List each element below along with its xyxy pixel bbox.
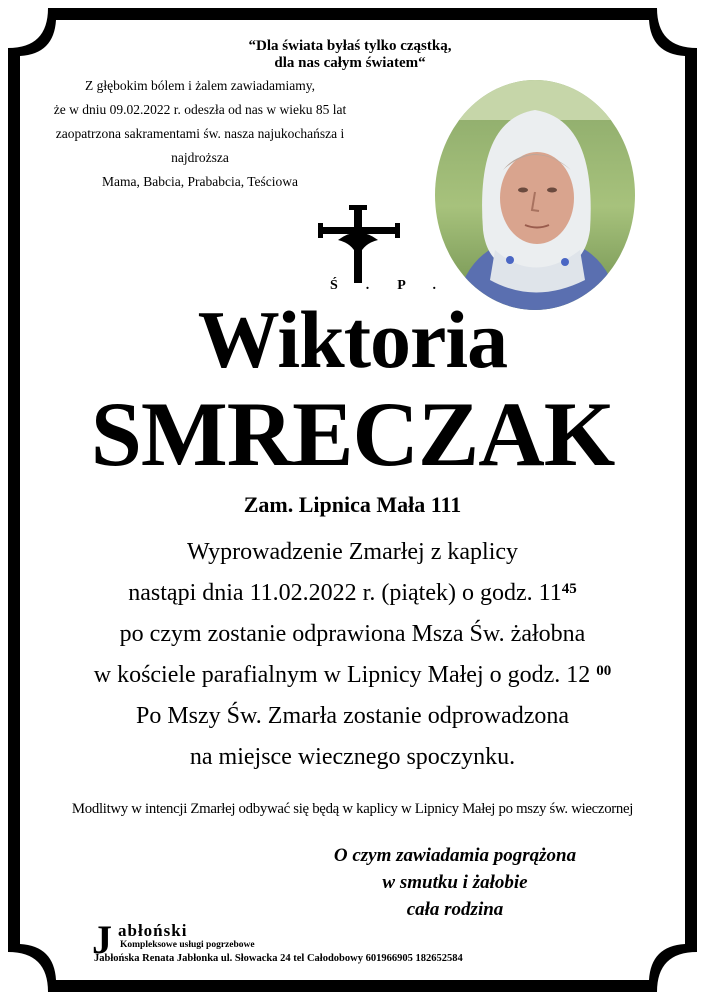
announcement-intro — [30, 74, 370, 194]
deceased-address: Zam. Lipnica Mała 111 — [243, 492, 462, 517]
deceased-portrait-photo — [435, 80, 635, 310]
time-superscript: 45 — [561, 581, 577, 597]
motto — [150, 38, 550, 72]
time-superscript: 00 — [596, 663, 612, 679]
intro-line: Z głębokim bólem i żalem zawiadamiamy, — [84, 78, 316, 93]
ceremony-line: w kościele parafialnym w Lipnicy Małej o godz. 12 $^{00}$ — [93, 662, 612, 688]
prayers-notice: Modlitwy w intencji Zmarłej odbywać się będą w kaplicy w Lipnicy Małej po mszy św. wieczornej — [71, 801, 634, 817]
funeral-home-logo-name: abłoński — [118, 921, 188, 940]
deceased-first-name: Wiktoria — [197, 294, 508, 385]
ceremony-line: Po Mszy Św. Zmarła zostanie odprowadzona — [135, 703, 569, 729]
funeral-home-logo-letter: J — [92, 917, 112, 962]
sp-label: Ś.P. — [330, 278, 465, 293]
intro-line: zaopatrzona sakramentami św. nasza najukochańsza i najdroższa — [55, 126, 345, 165]
cross-icon — [318, 205, 400, 285]
motto-line-1: “Dla świata byłaś tylko cząstką, — [248, 38, 452, 54]
ceremony-line: na miejsce wiecznego spoczynku. — [189, 744, 516, 770]
deceased-last-name: SMRECZAK — [90, 383, 615, 485]
closing-line: w smutku i żałobie — [382, 872, 528, 893]
ceremony-line: Wyprowadzenie Zmarłej z kaplicy — [186, 539, 519, 565]
motto-line-2: dla nas całym światem“ — [274, 55, 426, 71]
ceremony-line: nastąpi dnia 11.02.2022 r. (piątek) o godz. $11^{45}$ — [128, 580, 577, 606]
closing-line: O czym zawiadamia pogrążona — [333, 845, 577, 866]
closing-line: cała rodzina — [406, 899, 504, 920]
intro-line: Mama, Babcia, Prababcia, Teściowa — [102, 174, 298, 189]
funeral-home-address: Jabłońska Renata Jabłonka ul. Słowacka 24 tel Całodobowy 601966905 182652584 — [94, 953, 463, 964]
closing-signature — [300, 842, 610, 923]
ceremony-line: po czym zostanie odprawiona Msza Św. żałobna — [119, 621, 586, 647]
funeral-home-tagline: Kompleksowe usługi pogrzebowe — [120, 940, 255, 950]
ceremony-details — [30, 532, 675, 778]
intro-line: że w dniu 09.02.2022 r. odeszła od nas w wieku 85 lat — [53, 102, 347, 117]
